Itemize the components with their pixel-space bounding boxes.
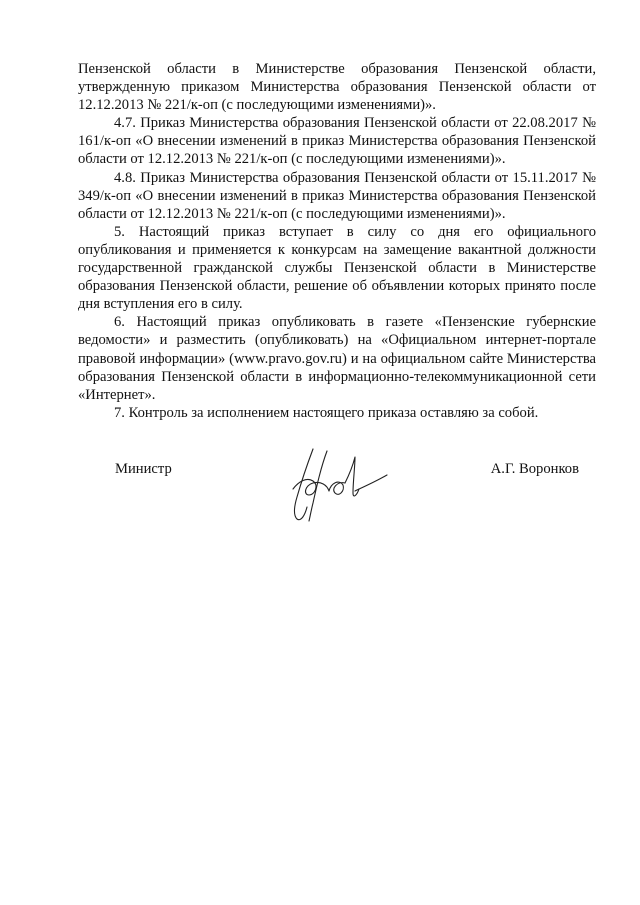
- handwritten-signature: [283, 445, 393, 527]
- signatory-name: А.Г. Воронков: [490, 461, 579, 477]
- signature-block: [0, 445, 640, 535]
- paragraph-item-4-7: 4.7. Приказ Министерства образования Пензенской области от 22.08.2017 № 161/к-оп «О внесении изменений в приказ Министерства образования Пензенской области от 12.12.2013 № 221/к-оп (с последующими изменениями)».: [78, 115, 596, 168]
- paragraph-continuation: Пензенской области в Министерстве образования Пензенской области, утвержденную приказом Министерства образования Пензенской области от 12.12.2013 № 221/к-оп (с последующими изменениями)».: [78, 61, 596, 114]
- paragraph-item-4-8: 4.8. Приказ Министерства образования Пензенской области от 15.11.2017 № 349/к-оп «О внесении изменений в приказ Министерства образования Пензенской области от 12.12.2013 № 221/к-оп (с последующими изменениями)».: [78, 169, 596, 222]
- paragraph-item-5: 5. Настоящий приказ вступает в силу со дня его официального опубликования и применяется к конкурсам на замещение вакантной должности государственной гражданской службы Пензенской области в Министерстве образования Пензенской области, решение об объявлении которых принято после дня вступления его в силу.: [78, 223, 596, 313]
- document-body: [78, 60, 596, 422]
- paragraph-item-6: 6. Настоящий приказ опубликовать в газете «Пензенские губернские ведомости» и разместить (опубликовать) на «Официальном интернет-портале правовой информации» (www.pravo.gov.ru) и на официальном сайте Министерства образования Пензенской области в информационно-телекоммуникационной сети «Интернет».: [78, 314, 596, 403]
- paragraph-item-7: 7. Контроль за исполнением настоящего приказа оставляю за собой.: [114, 404, 539, 421]
- signatory-title: Министр: [115, 461, 172, 477]
